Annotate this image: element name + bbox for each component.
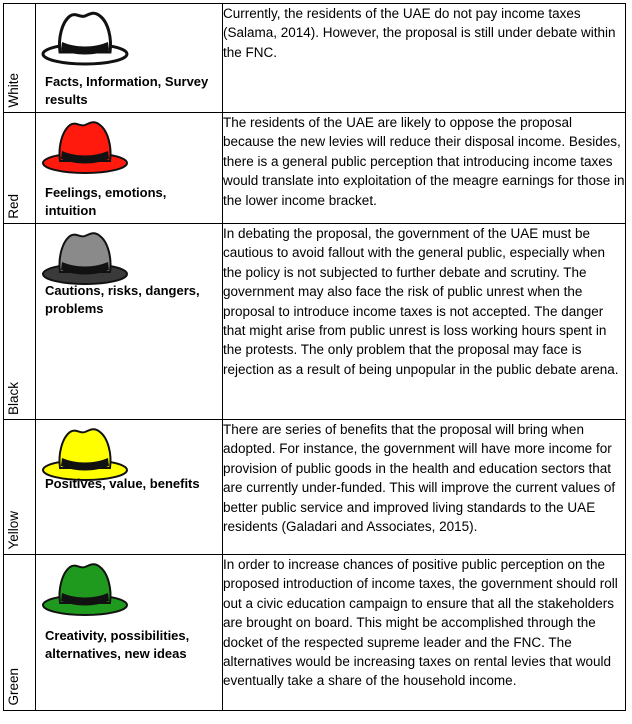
row-label-cell — [4, 420, 36, 555]
row-label: Green — [6, 668, 21, 706]
description-text: In order to increase chances of positive public perception on the proposed introduction of income taxes, the government should roll out a civic education campaign to ensure that all the stakeholders are brought on board. This might be accomplished through the docket of the respected supreme leader and the FNC. The alternatives would be increasing taxes on rental levies that would eventually take a share of the household income. — [223, 555, 626, 711]
green-hat-icon — [40, 559, 130, 621]
row-label-cell — [4, 555, 36, 711]
row-label: White — [6, 73, 21, 108]
hat-cell — [36, 224, 223, 420]
table-row-red — [4, 113, 626, 224]
description-text: In debating the proposal, the government of the UAE must be cautious to avoid fallout with the general public, especially when the policy is not subjected to further debate and scrutiny. The government may also face the risk of public unrest when the proposal to introduce income taxes is not accepted. The danger that might arise from public unrest is loss working hours spent in the protests. The only problem that the proposal may face is rejection as a result of being unpopular in the public debate arena. — [223, 224, 626, 420]
hat-caption: Positives, value, benefits — [45, 476, 200, 491]
six-hats-table — [3, 3, 626, 711]
table-row-white — [4, 4, 626, 113]
hat-cell — [36, 4, 223, 113]
row-label: Red — [6, 194, 21, 219]
white-hat-icon — [40, 8, 130, 70]
row-label-cell — [4, 4, 36, 113]
row-label-cell — [4, 113, 36, 224]
red-hat-icon — [40, 117, 130, 179]
hat-caption: Feelings, emotions, intuition — [45, 185, 167, 218]
description-text: There are series of benefits that the proposal will bring when adopted. For instance, the government will have more income for provision of public goods in the health and education sectors that are currently under-funded. This will improve the current values of better public service and improved living standards to the UAE residents (Galadari and Associates, 2015). — [223, 420, 626, 555]
hat-caption: Cautions, risks, dangers, problems — [45, 283, 200, 316]
black-hat-icon — [40, 228, 130, 290]
hat-cell — [36, 555, 223, 711]
table-row-yellow — [4, 420, 626, 555]
row-label: Yellow — [6, 511, 21, 550]
row-label-cell — [4, 224, 36, 420]
row-label: Black — [6, 381, 21, 415]
table-row-green — [4, 555, 626, 711]
hat-caption: Creativity, possibilities, alternatives, new ideas — [45, 628, 190, 661]
hat-caption: Facts, Information, Survey results — [45, 74, 209, 107]
description-text: The residents of the UAE are likely to oppose the proposal because the new levies will reduce their disposal income. Besides, there is a general public perception that introducing income taxes would translate into exploitation of the meagre earnings for those in the lower income bracket. — [223, 113, 626, 224]
hat-cell — [36, 113, 223, 224]
hat-cell — [36, 420, 223, 555]
table-row-black — [4, 224, 626, 420]
description-text: Currently, the residents of the UAE do not pay income taxes (Salama, 2014). However, the proposal is still under debate within the FNC. — [223, 4, 626, 113]
